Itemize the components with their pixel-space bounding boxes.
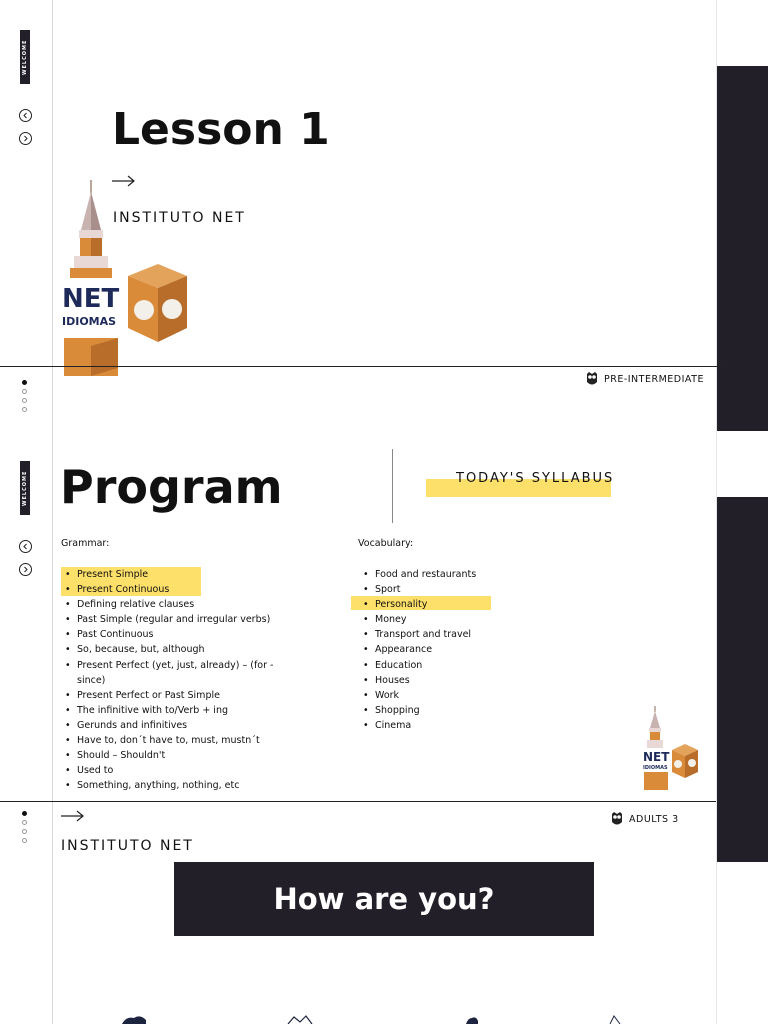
list-item: • Something, anything, nothing, etc [61, 778, 291, 793]
chevron-right-icon [22, 566, 29, 573]
vocab-heading: Vocabulary: [358, 538, 414, 549]
list-item: • Present Continuous [61, 582, 291, 597]
list-item: • The infinitive with to/Verb + ing [61, 703, 291, 718]
chevron-left-icon [22, 543, 29, 550]
logo-net-text: NET [643, 750, 670, 764]
list-item: • Sport [359, 582, 559, 597]
syllabus-label: TODAY'S SYLLABUS [456, 471, 615, 486]
grammar-list [61, 567, 291, 793]
vocab-list [359, 567, 559, 733]
how-are-you-banner: How are you? [174, 862, 594, 936]
dark-side-panel [717, 66, 768, 431]
list-item: • Should – Shouldn't [61, 748, 291, 763]
pager-dot[interactable] [22, 398, 27, 403]
program-title: Program [60, 460, 283, 514]
pager-dot[interactable] [22, 820, 27, 825]
net-idiomas-logo [60, 178, 190, 383]
level-badge [610, 811, 679, 827]
character-illustrations [110, 1012, 670, 1024]
list-item: • Appearance [359, 642, 559, 657]
list-item: • Gerunds and infinitives [61, 718, 291, 733]
list-item: • Houses [359, 673, 559, 688]
logo-idiomas-text: IDIOMAS [643, 765, 668, 771]
list-item: • Present Perfect (yet, just, already) – (for - since) [61, 658, 291, 688]
list-item: • Money [359, 612, 559, 627]
title-divider [392, 449, 393, 523]
prev-button[interactable] [19, 540, 32, 553]
list-item: • Present Simple [61, 567, 291, 582]
list-item: • Have to, don´t have to, must, mustn´t [61, 733, 291, 748]
lesson-title: Lesson 1 [112, 104, 330, 155]
pager-dot[interactable] [22, 838, 27, 843]
dark-side-panel [717, 497, 768, 862]
list-item: • Personality [359, 597, 559, 612]
pager-dot[interactable] [22, 829, 27, 834]
welcome-tab: WELCOME [20, 461, 30, 515]
next-button[interactable] [19, 132, 32, 145]
next-button[interactable] [19, 563, 32, 576]
owl-icon [585, 371, 599, 387]
net-idiomas-logo-small [640, 706, 700, 792]
welcome-tab: WELCOME [20, 30, 30, 84]
prev-button[interactable] [19, 109, 32, 122]
grammar-heading: Grammar: [61, 538, 110, 549]
list-item: • Cinema [359, 718, 559, 733]
level-text: ADULTS 3 [629, 813, 679, 825]
list-item: • Food and restaurants [359, 567, 559, 582]
institute-name: INSTITUTO NET [113, 210, 246, 226]
arrow-right-icon [61, 810, 85, 822]
slide-pager[interactable] [22, 380, 29, 416]
logo-idiomas-text: IDIOMAS [62, 315, 117, 328]
tower-icon [640, 706, 700, 792]
list-item: • Used to [61, 763, 291, 778]
list-item: • Past Simple (regular and irregular verbs) [61, 612, 291, 627]
pager-dot[interactable] [22, 811, 27, 816]
list-item: • So, because, but, although [61, 642, 291, 657]
pager-dot[interactable] [22, 380, 27, 385]
list-item: • Present Perfect or Past Simple [61, 688, 291, 703]
list-item: • Shopping [359, 703, 559, 718]
chevron-right-icon [22, 135, 29, 142]
owl-icon [610, 811, 624, 827]
left-margin-line [52, 0, 53, 1024]
slide-divider [0, 366, 724, 367]
slide-pager[interactable] [22, 811, 29, 847]
chevron-left-icon [22, 112, 29, 119]
pager-dot[interactable] [22, 407, 27, 412]
list-item: • Defining relative clauses [61, 597, 291, 612]
list-item: • Work [359, 688, 559, 703]
level-text: PRE-INTERMEDIATE [604, 373, 704, 385]
tower-icon [60, 178, 190, 383]
list-item: • Education [359, 658, 559, 673]
list-item: • Transport and travel [359, 627, 559, 642]
pager-dot[interactable] [22, 389, 27, 394]
logo-net-text: NET [62, 284, 120, 314]
list-item: • Past Continuous [61, 627, 291, 642]
level-badge [585, 371, 704, 387]
slide-divider [0, 801, 716, 802]
institute-name: INSTITUTO NET [61, 838, 194, 854]
